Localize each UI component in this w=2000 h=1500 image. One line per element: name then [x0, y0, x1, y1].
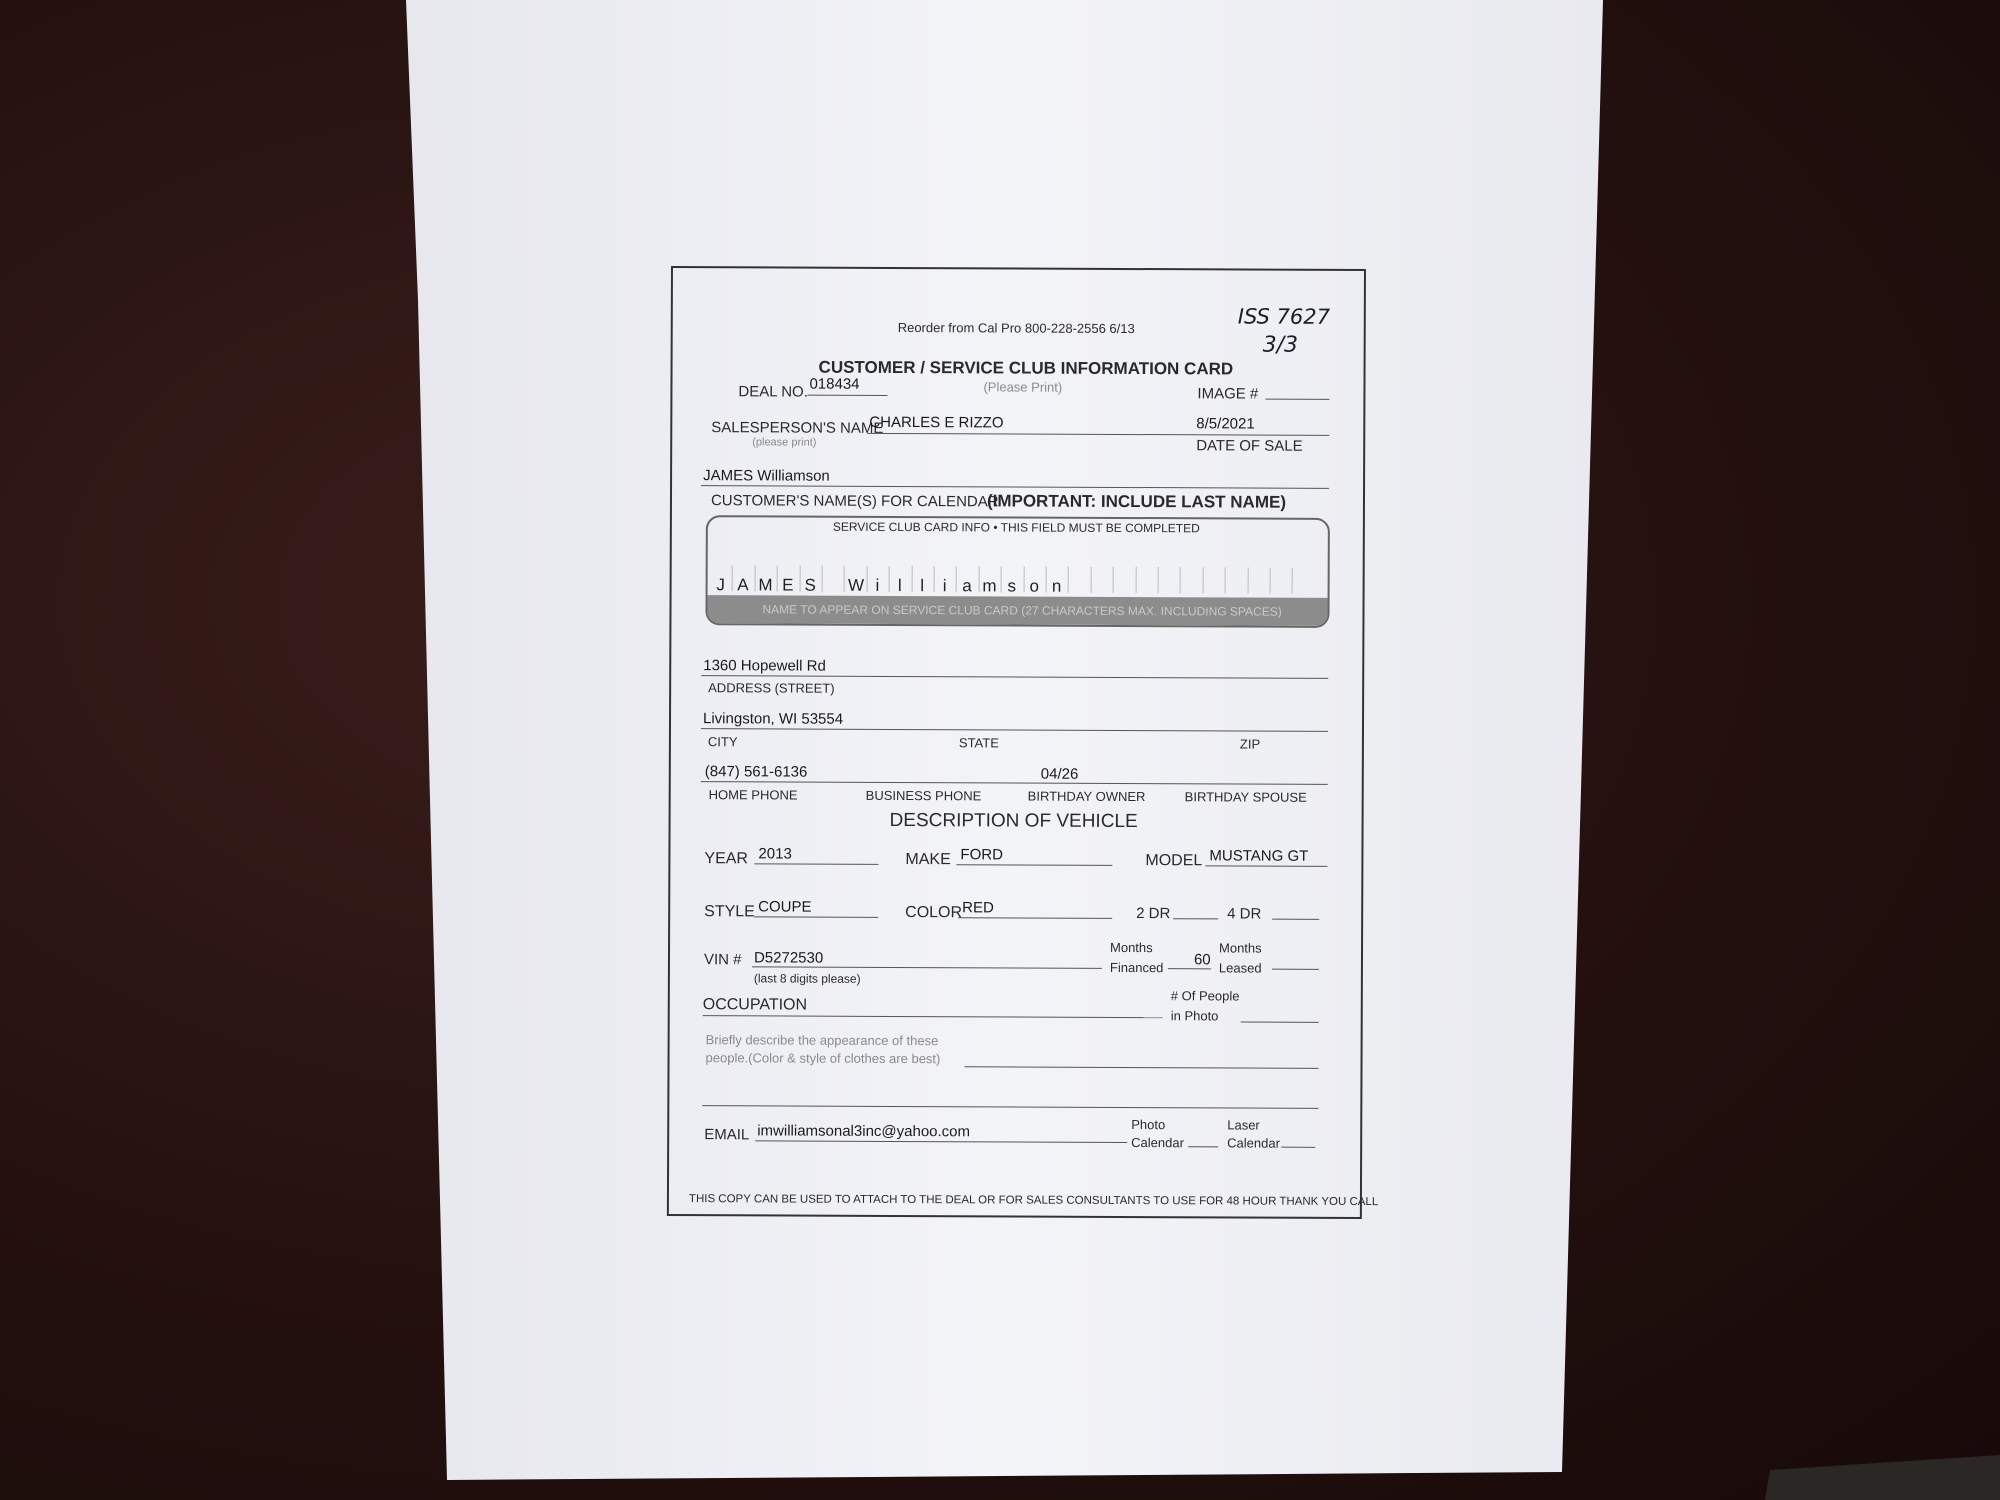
four-door-label: 4 DR — [1227, 905, 1262, 923]
salesperson-value: CHARLES E RIZZO — [869, 413, 1004, 432]
salesperson-label: SALESPERSON'S NAME — [711, 419, 884, 437]
club-card-char: s — [1007, 576, 1017, 596]
club-card-char: M — [758, 575, 773, 595]
customer-name-value: JAMES Williamson — [703, 467, 830, 485]
sale-date-label: DATE OF SALE — [1196, 437, 1303, 455]
char-cell-divider — [889, 566, 890, 592]
char-cell-divider — [1202, 567, 1203, 593]
deal-value: 018434 — [809, 375, 860, 393]
vehicle-heading: DESCRIPTION OF VEHICLE — [889, 809, 1138, 833]
people-label-2: in Photo — [1170, 1008, 1219, 1024]
club-card-char: i — [942, 576, 947, 596]
email-label: EMAIL — [704, 1126, 750, 1144]
style-value: COUPE — [758, 898, 812, 916]
char-cell-divider — [1023, 567, 1024, 593]
model-value: MUSTANG GT — [1209, 847, 1309, 865]
club-card-char: l — [920, 576, 925, 596]
char-cell-divider — [1046, 567, 1047, 593]
make-label: MAKE — [905, 851, 951, 869]
important-note: (IMPORTANT: INCLUDE LAST NAME) — [986, 491, 1287, 512]
photo-calendar-label-1: Photo — [1131, 1117, 1166, 1133]
email-value: imwilliamsonal3inc@yahoo.com — [757, 1122, 971, 1141]
char-cell-divider — [1270, 568, 1271, 594]
please-print-note: (Please Print) — [983, 379, 1063, 395]
sale-date-value: 8/5/2021 — [1196, 415, 1255, 433]
footer-note: THIS COPY CAN BE USED TO ATTACH TO THE DEAL OR FOR SALES CONSULTANTS TO USE FOR 48 HOUR THANK YOU CALL — [688, 1193, 1379, 1209]
vin-sub: (last 8 digits please) — [753, 971, 861, 986]
char-cell-divider — [777, 565, 778, 591]
salesperson-sub: (please print) — [752, 436, 817, 449]
business-phone-label: BUSINESS PHONE — [865, 787, 982, 804]
months-leased-label-2: Leased — [1218, 960, 1262, 976]
occupation-label: OCCUPATION — [702, 996, 808, 1014]
club-card-char: m — [982, 576, 997, 596]
home-phone-label: HOME PHONE — [708, 787, 798, 803]
state-label: STATE — [958, 735, 999, 751]
birthday-spouse-label: BIRTHDAY SPOUSE — [1184, 789, 1307, 805]
months-leased-label-1: Months — [1218, 940, 1262, 956]
style-label: STYLE — [704, 903, 755, 921]
handwritten-page: 3/3 — [1262, 332, 1299, 358]
image-label: IMAGE # — [1197, 385, 1259, 403]
color-value: RED — [962, 899, 994, 917]
people-label-1: # Of People — [1170, 988, 1240, 1004]
char-cell-divider — [1090, 567, 1091, 593]
club-card-char: o — [1029, 576, 1039, 596]
club-card-char: A — [737, 575, 749, 595]
char-cell-divider — [1068, 567, 1069, 593]
char-cell-divider — [754, 565, 755, 591]
club-card-char: W — [847, 575, 865, 595]
club-card-char: l — [897, 575, 902, 596]
months-financed-label-1: Months — [1109, 939, 1153, 956]
char-cell-divider — [732, 565, 733, 591]
model-label: MODEL — [1145, 852, 1203, 870]
customer-name-label: CUSTOMER'S NAME(S) FOR CALENDAR — [710, 492, 999, 511]
char-cell-divider — [1113, 567, 1114, 593]
club-card-char: S — [804, 575, 816, 595]
zip-label: ZIP — [1239, 736, 1261, 752]
club-card-char: i — [875, 575, 880, 595]
char-cell-divider — [956, 566, 957, 592]
street-value: 1360 Hopewell Rd — [703, 657, 826, 675]
char-cell-divider — [1225, 567, 1226, 593]
char-cell-divider — [1001, 566, 1002, 592]
home-phone-value: (847) 561-6136 — [704, 763, 808, 781]
year-value: 2013 — [758, 845, 792, 863]
city-value: Livingston, WI 53554 — [702, 710, 844, 728]
city-label: CITY — [707, 734, 738, 750]
char-cell-divider — [911, 566, 912, 592]
reorder-note: Reorder from Cal Pro 800-228-2556 6/13 — [897, 319, 1135, 337]
year-label: YEAR — [704, 850, 749, 868]
club-card-char: n — [1051, 576, 1062, 596]
color-label: COLOR — [905, 904, 963, 922]
club-card-char: a — [962, 576, 972, 596]
describe-note-2: people.(Color & style of clothes are best) — [705, 1050, 941, 1067]
two-door-label: 2 DR — [1136, 905, 1171, 923]
char-cell-divider — [934, 566, 935, 592]
char-cell-divider — [844, 566, 845, 592]
club-card-char: E — [782, 575, 794, 595]
char-cell-divider — [799, 566, 800, 592]
deal-label: DEAL NO. — [738, 383, 808, 401]
make-value: FORD — [960, 846, 1003, 864]
club-card-footer: NAME TO APPEAR ON SERVICE CLUB CARD (27 CHARACTERS MAX. INCLUDING SPACES) — [762, 602, 1282, 619]
char-cell-divider — [1292, 568, 1293, 594]
char-cell-divider — [1135, 567, 1136, 593]
handwritten-id: ISS 7627 — [1237, 304, 1331, 329]
months-financed-label-2: Financed — [1109, 959, 1164, 976]
club-card-name-box — [705, 515, 1329, 628]
birthday-owner-label: BIRTHDAY OWNER — [1027, 788, 1146, 805]
laser-calendar-label-2: Calendar — [1227, 1135, 1280, 1151]
char-cell-divider — [978, 566, 979, 592]
birthday-owner-value: 04/26 — [1040, 765, 1079, 783]
club-card-char: J — [716, 575, 725, 595]
form-title: CUSTOMER / SERVICE CLUB INFORMATION CARD — [818, 357, 1234, 379]
months-financed-value: 60 — [1193, 951, 1211, 969]
laser-calendar-label-1: Laser — [1227, 1117, 1260, 1133]
club-card-heading: SERVICE CLUB CARD INFO • THIS FIELD MUST BE COMPLETED — [832, 519, 1200, 536]
char-cell-divider — [866, 566, 867, 592]
describe-note-1: Briefly describe the appearance of these — [705, 1032, 939, 1049]
street-label: ADDRESS (STREET) — [708, 680, 835, 696]
char-cell-divider — [1158, 567, 1159, 593]
vin-value: D5272530 — [753, 949, 824, 967]
club-card-footer-bar — [707, 595, 1327, 626]
vin-label: VIN # — [703, 951, 742, 969]
char-cell-divider — [822, 566, 823, 592]
service-club-card — [667, 266, 1379, 1219]
char-cell-divider — [1180, 567, 1181, 593]
photo-calendar-label-2: Calendar — [1131, 1135, 1184, 1151]
char-cell-divider — [1247, 568, 1248, 594]
